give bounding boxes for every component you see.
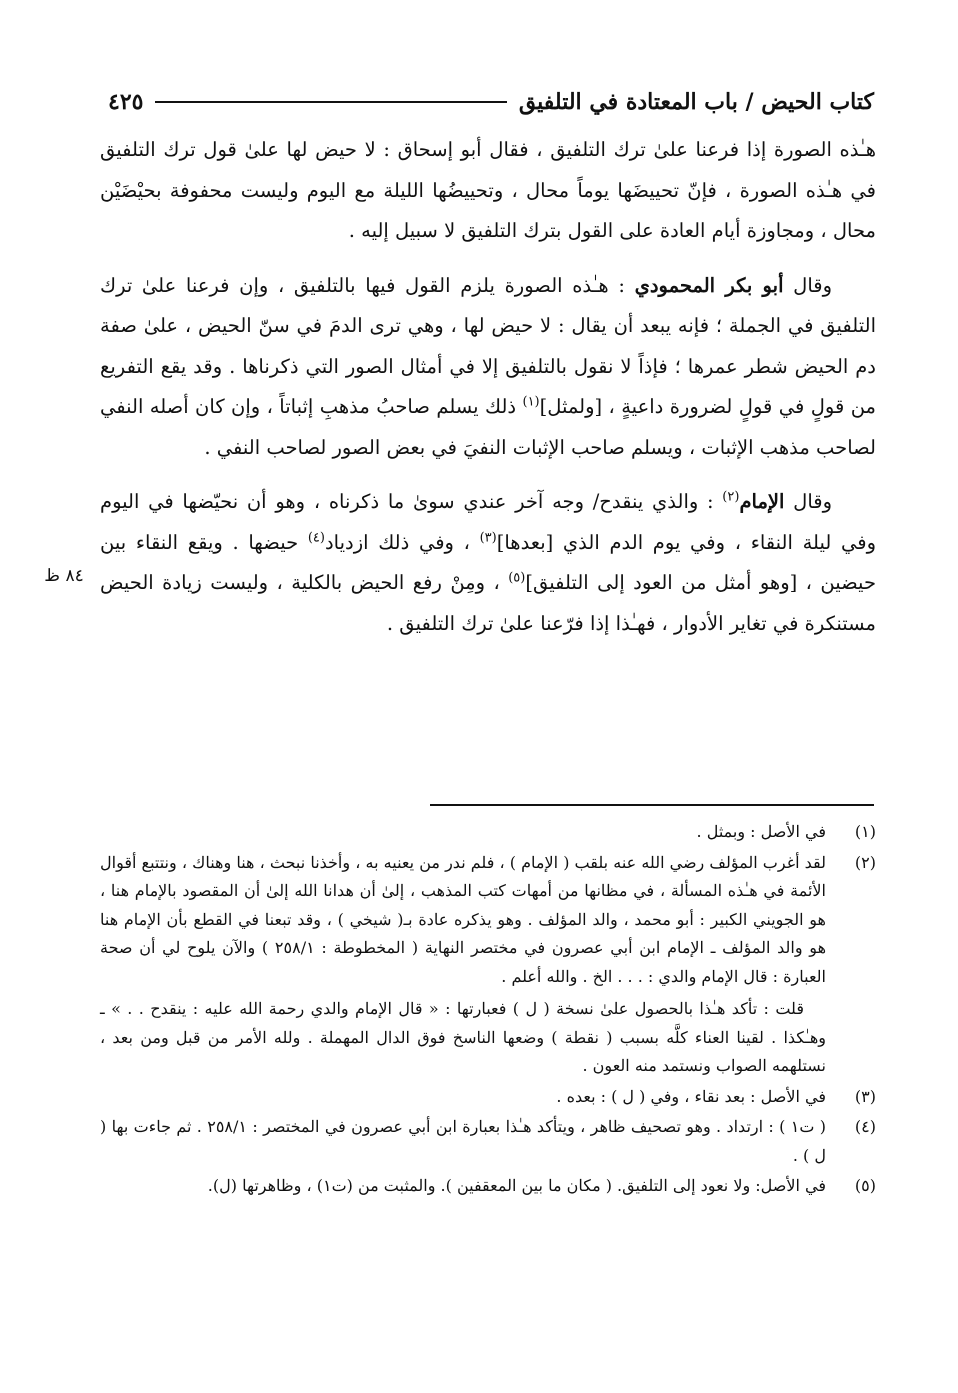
footnote-1 <box>100 818 876 847</box>
paragraph-2-lead: وقال <box>783 273 832 297</box>
manuscript-folio-marker: ٨٤ ظ <box>44 566 84 586</box>
footnote-number: (٢) <box>854 852 876 872</box>
footnote-number: (٥) <box>854 1176 876 1195</box>
footnote-ref-1[interactable]: (١) <box>522 394 540 410</box>
paragraph-1: هـٰذه الصورة إذا فرعنا علىٰ ترك التلفيق ، فقال أبو إسحاق : لا حيض لها علىٰ قول ترك التلفيق في هـٰذه الصورة ، فإنّ تحييضَها يوماً محال ، وتحييضُها الليلة مع اليوم وليست محفوفة بحيْضَيْن محال ، ومجاوزة أيام العادة على القول بترك التلفيق لا سبيل إليه . <box>100 138 876 242</box>
scholar-name-imam: الإمام <box>739 490 785 513</box>
paragraph-3-text-c: حيضها . ويقع النقاء بين حيضين ، [وهو أمثل من العود إلى التلفيق] <box>100 530 876 594</box>
running-title: كتاب الحيض / باب المعتادة في التلفيق <box>518 89 874 115</box>
paragraph-3 <box>100 482 876 644</box>
paragraph-3-text-a: : والذي ينقدح/ وجه آخر عندي سوىٰ ما ذكرناه ، وهو أن نحيّضها في اليوم وفي ليلة النقاء ، وفي يوم الدم الذي [بعدها] <box>100 490 876 554</box>
footnote-text: في الأصل : وبمثل . <box>696 822 826 841</box>
paragraph-3-text-d: ، ومِنْ رفع الحيض بالكلية ، وليست زيادة الحيض مستنكرة في تغاير الأدوار ، فهـٰذا إذا فرّعنا علىٰ ترك التلفيق . <box>100 571 876 635</box>
page-header <box>108 82 874 122</box>
paragraph-2-text-end: ذلك يسلم صاحبُ مذهبِ إثباتاً ، وإن كان أصله النفي لصاحب مذهب الإثبات ، ويسلم صاحب الإثبات النفيَ في بعض الصور لصاحب النفي . <box>100 395 876 459</box>
footnote-4 <box>100 1113 876 1170</box>
footnote-text: لقد أغرب المؤلف رضي الله عنه بلقب ( الإمام ) ، فلم ندر من يعنيه به ، وأخذنا نبحث ، هنا وهناك ، ونتتبع أقوال الأئمة في هـٰذه المسألة ، في مظانها من أمهات كتب المذهب ، إلىٰ أن هدانا الله إلىٰ أن المقصود بالإمام هنا ، هو الجويني الكبير : أبو محمد ، والد المؤلف . وهو يذكره عادة بـ( شيخي ) ، وقد تبعنا في القطع بأن الإمام هنا هو والد المؤلف ـ الإمام ابن أبي عصرون في مختصر النهاية ( المخطوطة : ٢٥٨/١ ) والآن يلوح لي أن صحة العبارة : قال الإمام والدي : . . . الخ . والله أعلم . <box>100 852 827 986</box>
footnotes <box>100 818 876 1203</box>
paragraph-3-text-b: ، وفي ذلك ازدياد <box>324 530 480 554</box>
footnote-text: ( ت١ ) : ارتداد . وهو تصحيف ظاهر ، ويتأكد هـٰذا بعبارة ابن أبي عصرون في المختصر : ٢٥٨/١ . ثم جاءت بها ( ل ) . <box>100 1117 826 1165</box>
footnote-3 <box>100 1083 876 1112</box>
footnote-text-continued: قلت : تأكد هـٰذا بالحصول علىٰ نسخة ( ل ) فعبارتها : « قال الإمام والدي رحمة الله عليه : ينقدح . . » ـ وهـٰكذا . لقينا العناء كلَّه بسبب ( نقطة ) وضعها الناسخ فوق الدال المهملة . ولله الأمر من قبل ومن بعد ، نستلهمه الصواب ونستمد منه العون . <box>100 999 826 1075</box>
footnote-ref-5[interactable]: (٥) <box>508 570 526 586</box>
footnote-text: في الأصل : بعد نقاء ، وفي ( ل ) : بعده . <box>556 1086 826 1106</box>
page-number: ٤٢٥ <box>108 89 144 115</box>
footnote-number: (٤) <box>854 1117 876 1136</box>
footnote-2 <box>100 849 876 1081</box>
paragraph-2-text: : هـٰذه الصورة يلزم القول فيها بالتلفيق ، وإن فرعنا علىٰ ترك التلفيق في الجملة ؛ فإنه يبعد أن يقال : لا حيض لها ، وهي ترى الدمَ في سنّ الحيض ، علىٰ صفة دم الحيض شطر عمرها ؛ فإذاً لا نقول بالتلفيق إلا في أمثال الصور التي ذكرناها . وقد يقع التفريع من قولٍ في قولٍ لضرورة داعيةٍ ، [ولمثل] <box>100 273 876 418</box>
footnote-ref-3[interactable]: (٣) <box>479 530 497 545</box>
scholar-name-mahmudi: أبو بكر المحمودي <box>634 273 784 297</box>
main-text <box>100 130 876 644</box>
footnote-separator <box>430 804 874 806</box>
footnote-5 <box>100 1172 876 1201</box>
header-rule <box>155 101 506 103</box>
footnote-ref-2[interactable]: (٢) <box>722 489 740 505</box>
footnote-number: (٣) <box>854 1086 876 1106</box>
paragraph-3-lead: وقال <box>784 490 833 513</box>
footnote-number: (١) <box>854 822 876 841</box>
footnote-ref-4[interactable]: (٤) <box>307 530 325 545</box>
paragraph-2 <box>100 266 876 469</box>
footnote-text: في الأصل: ولا نعود إلى التلفيق. ( مكان ما بين المعقفين ). والمثبت من (ت١) ، وظاهرتها (ل). <box>207 1176 826 1195</box>
